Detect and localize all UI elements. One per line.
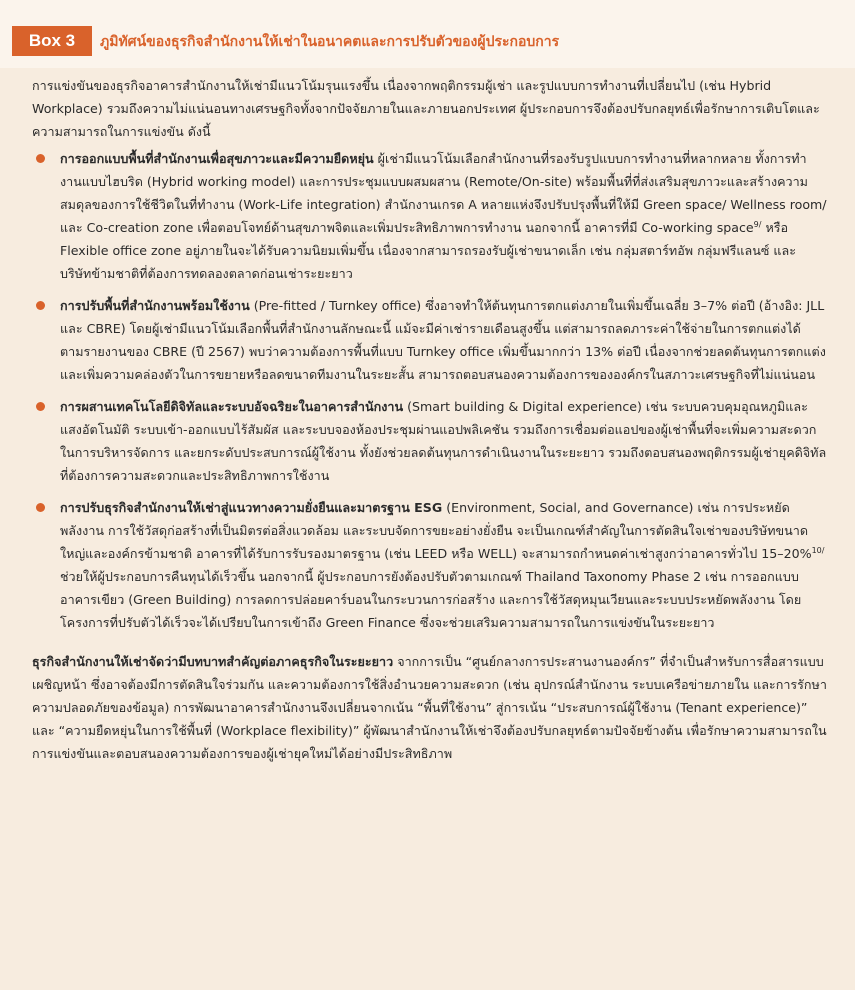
footnote-ref: 10/ <box>811 545 825 555</box>
bullet-text-continued: หรือ Flexible office zone อยู่ภายในจะได้รับความนิยมเพิ่มขึ้น เนื่องจากสามารถรองรับผู้เช่าขนาดเล็ก เช่น กลุ่มสตาร์ทอัพ กลุ่มฟรีแลนซ์ และบริษัทข้ามชาติที่ต้องการทดลองตลาดก่อนเช่าระยะยาว <box>60 220 797 281</box>
box-title: ภูมิทัศน์ของธุรกิจสำนักงานให้เช่าในอนาคตและการปรับตัวของผู้ประกอบการ <box>100 34 560 50</box>
bullet-text: ผู้เช่ามีแนวโน้มเลือกสำนักงานที่รองรับรูปแบบการทำงานที่หลากหลาย ทั้งการทำงานแบบไฮบริด (Hybrid working model) และการประชุมแบบผสมผสาน (Remote/On-site) พร้อมพื้นที่ที่ส่งเสริมสุขภาวะและสร้างความสมดุลของการใช้ชีวิตในที่ทำงาน (Work-Life integration) สำนักงานเกรด A หลายแห่งจึงปรับปรุงพื้นที่ให้มี Green space/ Wellness room/ และ Co-creation zone เพื่อตอบโจทย์ด้านสุขภาพจิตและเพิ่มประสิทธิภาพการทำงาน นอกจากนี้ อาคารที่มี Co-working space <box>60 151 827 235</box>
bullet-text: (Pre-fitted / Turnkey office) ซึ่งอาจทำให้ต้นทุนการตกแต่งภายในเพิ่มขึ้นเฉลี่ย 3–7% ต่อปี (อ้างอิง: JLL และ CBRE) โดยผู้เช่ามีแนวโน้มเลือกพื้นที่สำนักงานลักษณะนี้ แม้จะมีค่าเช่ารายเดือนสูงขึ้น แต่สามารถลดภาระค่าใช้จ่ายในการตกแต่งได้ ตามรายงานของ CBRE (ปี 2567) พบว่าความต้องการพื้นที่แบบ Turnkey office เพิ่มขึ้นมากกว่า 13% ต่อปี เนื่องจากช่วยลดต้นทุนการตกแต่งและเพิ่มความคล่องตัวในการขยายหรือลดขนาดทีมงานในระยะสั้น สามารถตอบสนองความต้องการขององค์กรในสภาวะเศรษฐกิจที่ไม่แน่นอน <box>60 298 826 382</box>
bullet-heading: การปรับธุรกิจสำนักงานให้เช่าสู่แนวทางความยั่งยืนและมาตรฐาน ESG <box>60 500 443 515</box>
closing-heading: ธุรกิจสำนักงานให้เช่าจัดว่ามีบทบาทสำคัญต่อภาคธุรกิจในระยะยาว <box>32 654 394 669</box>
box-label: Box 3 <box>12 26 92 56</box>
bullet-heading: การออกแบบพื้นที่สำนักงานเพื่อสุขภาวะและมีความยืดหยุ่น <box>60 151 374 166</box>
bullet-item <box>32 147 827 285</box>
bullet-dot-icon <box>36 503 45 512</box>
bullet-text: (Smart building & Digital experience) เช่น ระบบควบคุมอุณหภูมิและแสงอัตโนมัติ ระบบเข้า-ออกแบบไร้สัมผัส และระบบจองห้องประชุมผ่านแอปพลิเคชัน รวมถึงการเชื่อมต่อแอปของผู้เช่าพื้นที่จะเพิ่มความสะดวกในการบริหารจัดการ และยกระดับประสบการณ์ผู้ใช้งาน ทั้งยังช่วยลดต้นทุนการดำเนินงานในระยะยาว รวมถึงตอบสนองพฤติกรรมผู้เช่ายุคดิจิทัลที่ต้องการความสะดวกและประสิทธิภาพการใช้งาน <box>60 399 827 483</box>
bullet-item <box>32 496 827 634</box>
bullet-dot-icon <box>36 402 45 411</box>
box-content <box>32 66 827 765</box>
closing-paragraph <box>32 650 827 765</box>
bullet-heading: การปรับพื้นที่สำนักงานพร้อมใช้งาน <box>60 298 250 313</box>
closing-text: จากการเป็น “ศูนย์กลางการประสานงานองค์กร” ที่จำเป็นสำหรับการสื่อสารแบบเผชิญหน้า ซึ่งอาจต้องมีการตัดสินใจร่วมกัน และความต้องการใช้สิ่งอำนวยความสะดวก (เช่น อุปกรณ์สำนักงาน ระบบเครือข่ายภายใน และการรักษาความปลอดภัยของข้อมูล) การพัฒนาอาคารสำนักงานจึงเปลี่ยนจากเน้น “พื้นที่ใช้งาน” สู่การเน้น “ประสบการณ์ผู้ใช้งาน (Tenant experience)” และ “ความยืดหยุ่นในการใช้พื้นที่ (Workplace flexibility)” ผู้พัฒนาสำนักงานให้เช่าจึงต้องปรับกลยุทธ์ตามปัจจัยข้างต้น เพื่อรักษาความสามารถในการแข่งขันและตอบสนองความต้องการของผู้เช่ายุคใหม่ได้อย่างมีประสิทธิภาพ <box>32 654 827 761</box>
box-header <box>0 0 855 68</box>
bullet-list <box>32 147 827 634</box>
bullet-heading: การผสานเทคโนโลยีดิจิทัลและระบบอัจฉริยะในอาคารสำนักงาน <box>60 399 404 414</box>
bullet-text: (Environment, Social, and Governance) เช่น การประหยัดพลังงาน การใช้วัสดุก่อสร้างที่เป็นมิตรต่อสิ่งแวดล้อม และระบบจัดการขยะอย่างยั่งยืน จะเป็นเกณฑ์สำคัญในการตัดสินใจเช่าของบริษัทขนาดใหญ่และองค์กรข้ามชาติ อาคารที่ได้รับการรับรองมาตรฐาน (เช่น LEED หรือ WELL) จะสามารถกำหนดค่าเช่าสูงกว่าอาคารทั่วไป 15–20% <box>60 500 812 561</box>
bullet-dot-icon <box>36 154 45 163</box>
intro-paragraph: การแข่งขันของธุรกิจอาคารสำนักงานให้เช่ามีแนวโน้มรุนแรงขึ้น เนื่องจากพฤติกรรมผู้เช่า และรูปแบบการทำงานที่เปลี่ยนไป (เช่น Hybrid Workplace) รวมถึงความไม่แน่นอนทางเศรษฐกิจทั้งจากปัจจัยภายในและภายนอกประเทศ ผู้ประกอบการจึงต้องปรับกลยุทธ์เพื่อรักษาการเติบโตและความสามารถในการแข่งขัน ดังนี้ <box>32 78 820 139</box>
bullet-item <box>32 395 827 487</box>
bullet-item <box>32 294 827 386</box>
footnote-ref: 9/ <box>753 219 762 229</box>
bullet-text-continued: ช่วยให้ผู้ประกอบการคืนทุนได้เร็วขึ้น นอกจากนี้ ผู้ประกอบการยังต้องปรับตัวตามเกณฑ์ Thailand Taxonomy Phase 2 เช่น การออกแบบอาคารเขียว (Green Building) การลดการปล่อยคาร์บอนในกระบวนการก่อสร้าง และการใช้วัสดุหมุนเวียนและระบบประหยัดพลังงาน โดยโครงการที่ปรับตัวได้เร็วจะได้เปรียบในการเข้าถึง Green Finance ซึ่งจะช่วยเสริมความสามารถในการแข่งขันในระยะยาว <box>60 569 802 630</box>
bullet-dot-icon <box>36 301 45 310</box>
